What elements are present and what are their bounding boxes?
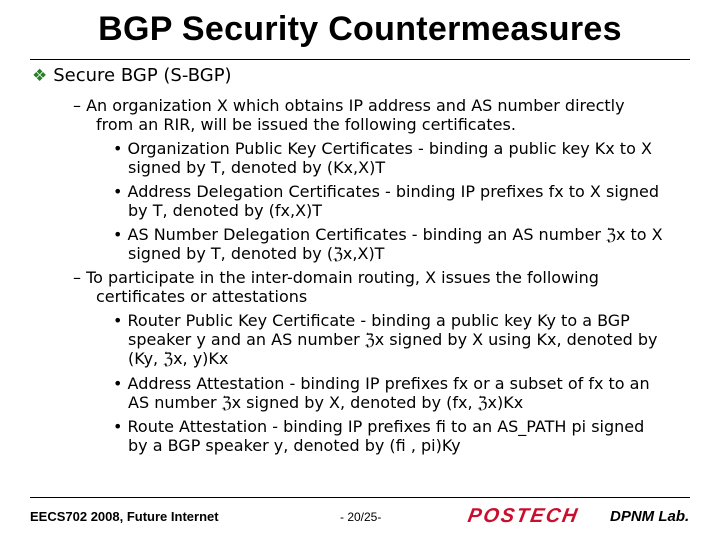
body-line-11: • Router Public Key Certificate - binding a public key Ky to a BGP [113, 311, 630, 330]
footer-divider [30, 497, 690, 498]
body-line-8: signed by T, denoted by (ℨx,X)T [128, 244, 385, 263]
body-line-16: • Route Attestation - binding IP prefixes fi to an AS_PATH pi signed [113, 417, 645, 436]
body-line-2: from an RIR, will be issued the following certificates. [96, 115, 516, 134]
body-line-10: certificates or attestations [96, 287, 308, 306]
body-line-1: – An organization X which obtains IP address and AS number directly [73, 96, 625, 115]
body-line-5: • Address Delegation Certificates - binding IP prefixes fx to X signed [113, 182, 660, 201]
body-line-7: • AS Number Delegation Certificates - binding an AS number ℨx to X [113, 225, 663, 244]
body-line-14: • Address Attestation - binding IP prefixes fx or a subset of fx to an [113, 374, 650, 393]
section-heading [32, 66, 232, 86]
body-line-12: speaker y and an AS number ℨx signed by X using Kx, denoted by [128, 330, 658, 349]
body-line-3: • Organization Public Key Certificates - binding a public key Kx to X [113, 139, 652, 158]
title-divider [30, 59, 690, 60]
body-line-17: by a BGP speaker y, denoted by (fi , pi)Ky [128, 436, 461, 455]
body-line-15: AS number ℨx signed by X, denoted by (fx, ℨx)Kx [128, 393, 524, 412]
body-line-9: – To participate in the inter-domain routing, X issues the following [73, 268, 599, 287]
body-line-4: signed by T, denoted by (Kx,X)T [128, 158, 386, 177]
slide-title: BGP Security Countermeasures [98, 10, 622, 48]
section-heading-text: Secure BGP (S-BGP) [53, 65, 232, 86]
footer-course: EECS702 2008, Future Internet [30, 509, 219, 524]
diamond-bullet-icon: ❖ [32, 66, 48, 86]
lab-name: DPNM Lab. [610, 508, 690, 525]
page-number: - 20/25- [340, 510, 382, 524]
postech-logo: POSTECH [466, 505, 581, 527]
body-line-13: (Ky, ℨx, y)Kx [128, 349, 229, 368]
body-line-6: by T, denoted by (fx,X)T [128, 201, 323, 220]
